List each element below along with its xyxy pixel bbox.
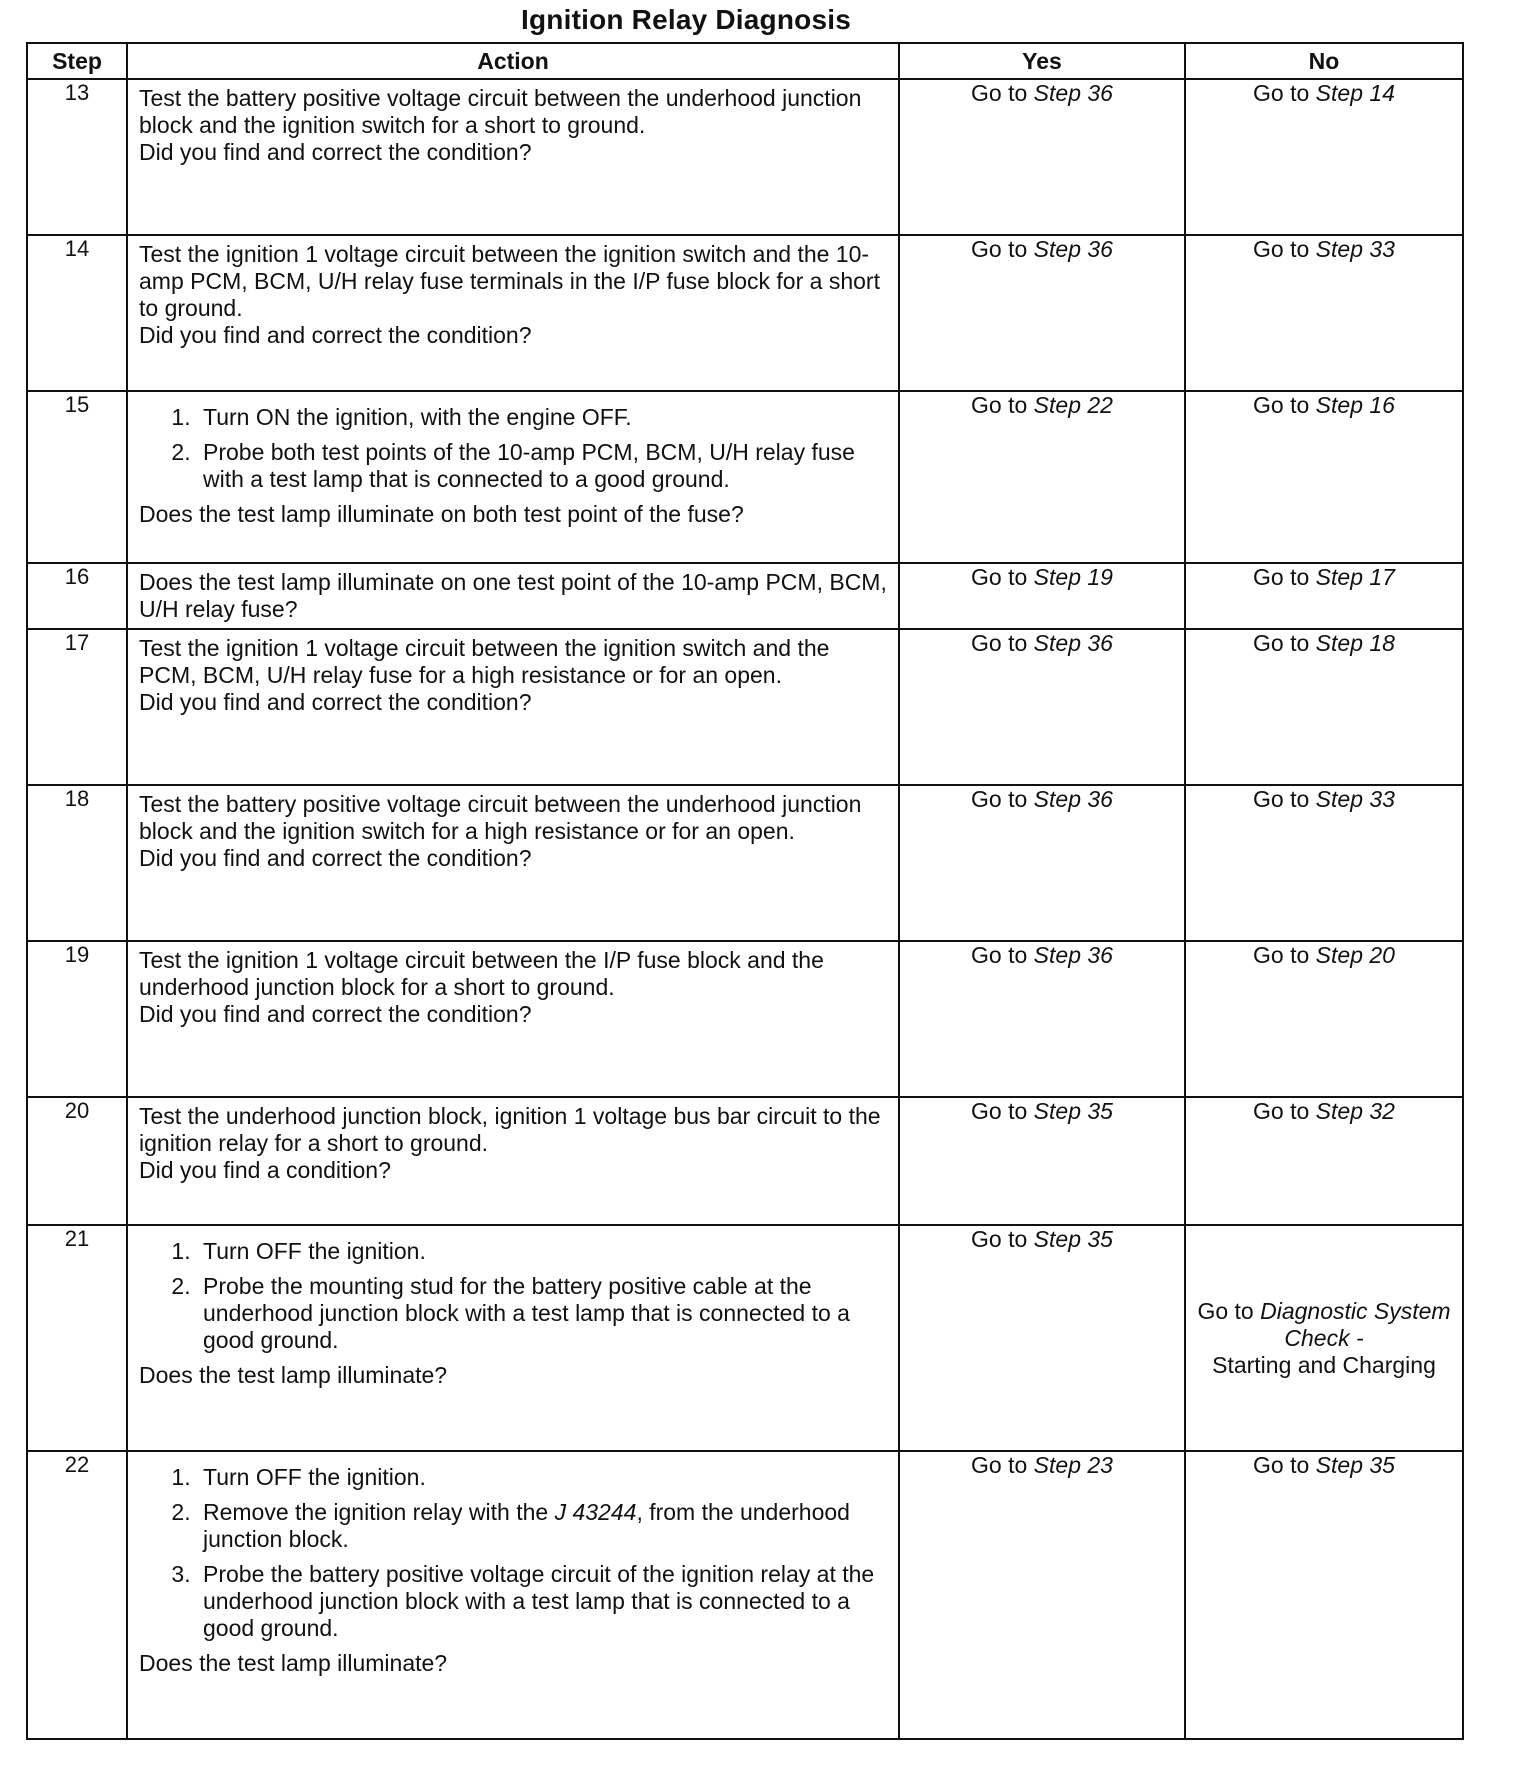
yes-cell — [899, 235, 1185, 391]
no-prefix: Go to — [1253, 630, 1316, 656]
table-row — [27, 1451, 1463, 1739]
step-number: 18 — [27, 785, 127, 941]
action-step-item: 3. Probe the battery positive voltage circuit of the ignition relay at the underhood junction block with a test lamp that is connected to a good ground. — [197, 1561, 888, 1642]
no-prefix: Go to — [1197, 1297, 1261, 1324]
table-row — [27, 563, 1463, 629]
yes-prefix: Go to — [971, 392, 1034, 418]
no-cell — [1185, 79, 1463, 235]
action-text: Test the underhood junction block, ignition 1 voltage bus bar circuit to the ignition relay for a short to ground. — [139, 1103, 881, 1156]
step-number: 22 — [27, 1451, 127, 1739]
step-number: 14 — [27, 235, 127, 391]
action-cell — [127, 785, 899, 941]
action-question: Did you find a condition? — [139, 1157, 391, 1183]
diagnosis-table — [26, 42, 1464, 1740]
yes-cell — [899, 391, 1185, 563]
action-text: Test the ignition 1 voltage circuit between the ignition switch and the 10-amp PCM, BCM, U/H relay fuse terminals in the I/P fuse block for a short to ground. — [139, 241, 880, 321]
action-question: Did you find and correct the condition? — [139, 322, 532, 348]
action-question: Did you find and correct the condition? — [139, 845, 532, 871]
table-row — [27, 235, 1463, 391]
no-suffix: Starting and Charging — [1212, 1351, 1436, 1378]
step-number: 20 — [27, 1097, 127, 1225]
no-cell — [1185, 235, 1463, 391]
action-cell — [127, 1097, 899, 1225]
action-cell — [127, 79, 899, 235]
action-step-item: 1. Turn ON the ignition, with the engine OFF. — [197, 404, 888, 431]
action-steps-list — [139, 1464, 888, 1650]
yes-step-link[interactable]: Step 23 — [1033, 1452, 1113, 1478]
yes-cell — [899, 941, 1185, 1097]
yes-step-link[interactable]: Step 36 — [1033, 80, 1113, 106]
yes-cell — [899, 629, 1185, 785]
no-step-link[interactable]: Step 33 — [1315, 786, 1395, 812]
yes-step-link[interactable]: Step 35 — [1033, 1226, 1113, 1252]
action-question: Did you find and correct the condition? — [139, 1001, 532, 1027]
action-text: Test the ignition 1 voltage circuit between the I/P fuse block and the underhood junction block for a short to ground. — [139, 947, 824, 1000]
no-cell — [1185, 941, 1463, 1097]
step-number: 13 — [27, 79, 127, 235]
yes-cell — [899, 563, 1185, 629]
action-steps-list — [139, 1238, 888, 1362]
action-cell — [127, 563, 899, 629]
step-number: 16 — [27, 563, 127, 629]
action-question: Did you find and correct the condition? — [139, 689, 532, 715]
yes-prefix: Go to — [971, 786, 1034, 812]
no-prefix: Go to — [1253, 236, 1316, 262]
action-question: Does the test lamp illuminate on one test point of the 10-amp PCM, BCM, U/H relay fuse? — [139, 569, 887, 622]
action-cell — [127, 1451, 899, 1739]
no-cell — [1185, 1097, 1463, 1225]
no-step-link[interactable]: Step 17 — [1315, 564, 1395, 590]
table-row — [27, 785, 1463, 941]
yes-step-link[interactable]: Step 36 — [1033, 236, 1113, 262]
yes-step-link[interactable]: Step 19 — [1033, 564, 1113, 590]
step-number: 21 — [27, 1225, 127, 1451]
yes-step-link[interactable]: Step 35 — [1033, 1098, 1113, 1124]
yes-cell — [899, 79, 1185, 235]
table-row — [27, 79, 1463, 235]
no-cell — [1185, 391, 1463, 563]
no-step-link[interactable]: Step 14 — [1315, 80, 1395, 106]
action-text: Test the battery positive voltage circuit between the underhood junction block and the ignition switch for a high resistance or for an open. — [139, 791, 862, 844]
step-number: 19 — [27, 941, 127, 1097]
action-question: Does the test lamp illuminate on both test point of the fuse? — [139, 501, 744, 527]
header-yes: Yes — [899, 43, 1185, 79]
yes-cell — [899, 1097, 1185, 1225]
no-prefix: Go to — [1253, 80, 1316, 106]
action-cell — [127, 1225, 899, 1451]
action-steps-list — [139, 404, 888, 501]
yes-prefix: Go to — [971, 1226, 1034, 1252]
yes-cell — [899, 1451, 1185, 1739]
yes-prefix: Go to — [971, 1098, 1034, 1124]
page-title: Ignition Relay Diagnosis — [521, 4, 851, 35]
action-step-item: 2. Remove the ignition relay with the J 43244, from the underhood junction block. — [197, 1499, 888, 1553]
yes-prefix: Go to — [971, 942, 1034, 968]
action-text: Test the battery positive voltage circuit between the underhood junction block and the ignition switch for a short to ground. — [139, 85, 862, 138]
no-step-link[interactable]: Step 18 — [1315, 630, 1395, 656]
yes-prefix: Go to — [971, 564, 1034, 590]
no-prefix: Go to — [1253, 786, 1316, 812]
action-cell — [127, 629, 899, 785]
header-row — [27, 43, 1463, 79]
no-step-link[interactable]: Step 35 — [1315, 1452, 1395, 1478]
no-step-link[interactable]: Step 20 — [1315, 942, 1395, 968]
yes-cell — [899, 785, 1185, 941]
yes-step-link[interactable]: Step 36 — [1033, 786, 1113, 812]
action-step-item: 2. Probe both test points of the 10-amp PCM, BCM, U/H relay fuse with a test lamp that is connected to a good ground. — [197, 439, 888, 493]
no-prefix: Go to — [1253, 942, 1316, 968]
yes-prefix: Go to — [971, 236, 1034, 262]
action-question: Did you find and correct the condition? — [139, 139, 532, 165]
action-cell — [127, 941, 899, 1097]
action-step-item: 1. Turn OFF the ignition. — [197, 1464, 888, 1491]
yes-prefix: Go to — [971, 80, 1034, 106]
no-cell — [1185, 563, 1463, 629]
table-row — [27, 1097, 1463, 1225]
no-cell — [1185, 629, 1463, 785]
no-cell — [1185, 1225, 1463, 1451]
header-step: Step — [27, 43, 127, 79]
action-question: Does the test lamp illuminate? — [139, 1650, 448, 1676]
header-action: Action — [127, 43, 899, 79]
no-step-link[interactable]: Step 16 — [1315, 392, 1395, 418]
table-row — [27, 391, 1463, 563]
no-prefix: Go to — [1253, 392, 1316, 418]
action-step-item: 1. Turn OFF the ignition. — [197, 1238, 888, 1265]
table-row — [27, 629, 1463, 785]
no-prefix: Go to — [1253, 1452, 1316, 1478]
yes-prefix: Go to — [971, 1452, 1034, 1478]
yes-cell — [899, 1225, 1185, 1451]
no-diagnostic-link[interactable]: Diagnostic System Check - — [1260, 1297, 1451, 1351]
step-number: 15 — [27, 391, 127, 563]
no-step-link[interactable]: Step 33 — [1315, 236, 1395, 262]
action-cell — [127, 391, 899, 563]
no-cell — [1185, 785, 1463, 941]
no-prefix: Go to — [1253, 1098, 1316, 1124]
step-number: 17 — [27, 629, 127, 785]
table-row — [27, 1225, 1463, 1451]
yes-prefix: Go to — [971, 630, 1034, 656]
no-cell — [1185, 1451, 1463, 1739]
no-prefix: Go to — [1253, 564, 1316, 590]
action-step-item: 2. Probe the mounting stud for the battery positive cable at the underhood junction block with a test lamp that is connected to a good ground. — [197, 1273, 888, 1354]
header-no: No — [1185, 43, 1463, 79]
table-row — [27, 941, 1463, 1097]
yes-step-link[interactable]: Step 36 — [1033, 630, 1113, 656]
action-question: Does the test lamp illuminate? — [139, 1362, 448, 1388]
action-cell — [127, 235, 899, 391]
yes-step-link[interactable]: Step 36 — [1033, 942, 1113, 968]
yes-step-link[interactable]: Step 22 — [1033, 392, 1113, 418]
no-step-link[interactable]: Step 32 — [1315, 1098, 1395, 1124]
action-text: Test the ignition 1 voltage circuit between the ignition switch and the PCM, BCM, U/H relay fuse for a high resistance or for an open. — [139, 635, 830, 688]
tool-reference: J 43244 — [554, 1499, 637, 1525]
